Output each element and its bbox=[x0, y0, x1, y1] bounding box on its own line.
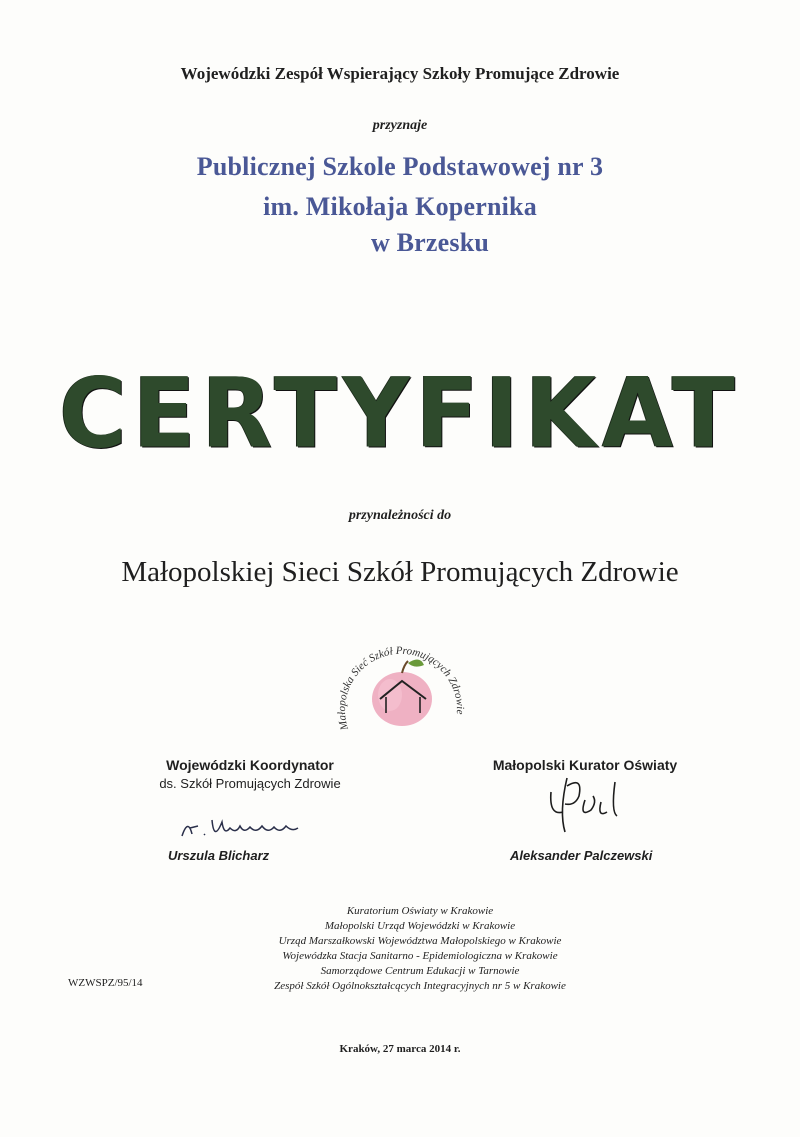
signatory-right-role: Małopolski Kurator Oświaty bbox=[492, 757, 678, 773]
recipient-line-3: w Brzesku bbox=[370, 228, 490, 257]
network-logo bbox=[328, 615, 474, 761]
partners-list bbox=[220, 904, 620, 994]
apple-house-icon bbox=[372, 659, 432, 726]
logo-ring-text: Małopolska Sieć Szkół Promujących Zdrowie bbox=[335, 644, 467, 732]
partner-item: Urząd Marszałkowski Województwa Małopolskiego w Krakowie bbox=[278, 935, 562, 947]
network-name: Małopolskiej Sieci Szkół Promujących Zdrowie bbox=[121, 556, 679, 588]
recognizes-text: przyznaje bbox=[372, 118, 428, 133]
signatory-left-role: Wojewódzki Koordynator bbox=[166, 757, 334, 773]
signatory-right-name: Aleksander Palczewski bbox=[510, 848, 653, 863]
signature-left bbox=[178, 812, 318, 842]
signature-right bbox=[545, 772, 635, 838]
signatory-left-name: Urszula Blicharz bbox=[168, 848, 270, 863]
place-date: Kraków, 27 marca 2014 r. bbox=[339, 1043, 461, 1055]
issuer-name: Wojewódzki Zespół Wspierający Szkoły Promujące Zdrowie bbox=[180, 64, 620, 83]
partner-item: Wojewódzka Stacja Sanitarno - Epidemiologiczna w Krakowie bbox=[282, 950, 558, 962]
reference-number: WZWSPZ/95/14 bbox=[68, 977, 143, 989]
recipient-line-2: im. Mikołaja Kopernika bbox=[263, 192, 537, 221]
partner-item: Zespół Szkół Ogólnokształcących Integracyjnych nr 5 w Krakowie bbox=[274, 980, 566, 992]
signatory-right bbox=[470, 757, 700, 773]
certificate-title: CERTYFIKAT bbox=[59, 357, 741, 470]
membership-text: przynależności do bbox=[348, 508, 452, 523]
partner-item: Małopolski Urząd Wojewódzki w Krakowie bbox=[324, 920, 516, 932]
signatory-left-role-sub: ds. Szkół Promujących Zdrowie bbox=[159, 776, 341, 791]
partner-item: Kuratorium Oświaty w Krakowie bbox=[346, 905, 494, 917]
signatory-left bbox=[130, 757, 370, 791]
partner-item: Samorządowe Centrum Edukacji w Tarnowie bbox=[320, 965, 520, 977]
recipient-line-1: Publicznej Szkole Podstawowej nr 3 bbox=[196, 152, 604, 181]
